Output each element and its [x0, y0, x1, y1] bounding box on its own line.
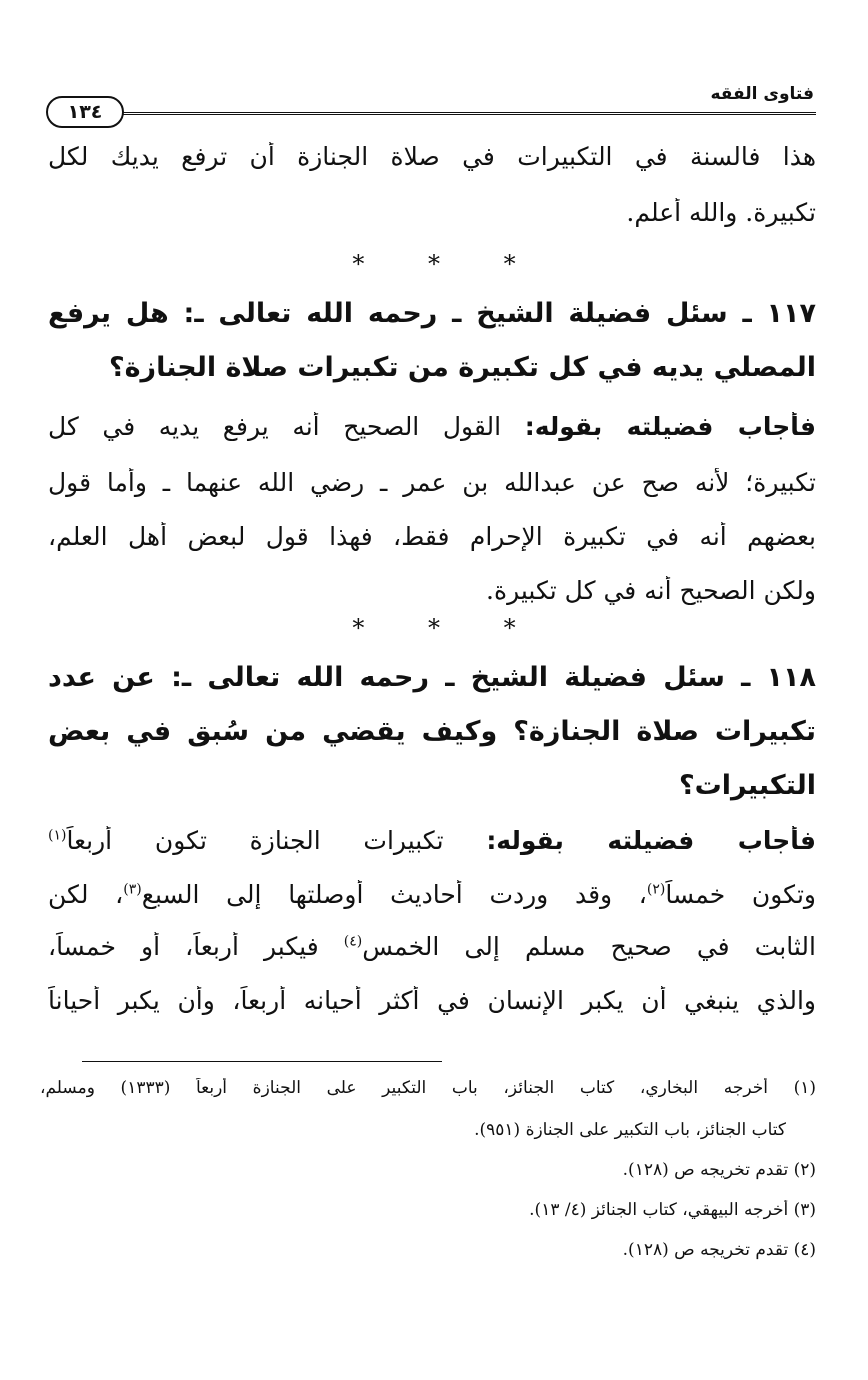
footnote-3: (٣) أخرجه البيهقي، كتاب الجنائز (٤/ ١٣). — [529, 1200, 816, 1220]
intro-line-1: هذا فالسنة في التكبيرات في صلاة الجنازة أن ترفع يديك لكل — [48, 142, 816, 171]
footnote-marker-2: (٢) — [646, 881, 666, 898]
q118-answer-line-3 — [48, 932, 816, 961]
q118-answer-line-2 — [48, 880, 816, 909]
separator-1: * * * — [352, 250, 544, 278]
q118-line2-b: ، وقد وردت أحاديث أوصلتها إلى السبع — [141, 880, 647, 909]
q117-answer-line-4: ولكن الصحيح أنه في كل تكبيرة. — [486, 576, 816, 605]
q118-question-line-3: التكبيرات؟ — [678, 770, 816, 801]
q117-answer-line-2: تكبيرة؛ لأنه صح عن عبدالله بن عمر ـ رضي الله عنهما ـ وأما قول — [48, 468, 816, 497]
q118-line2-c: ، لكن — [48, 880, 124, 909]
footnote-rule — [82, 1061, 442, 1062]
q118-answer-line-1 — [48, 826, 816, 855]
header-rule — [120, 112, 816, 115]
q118-answer-line-1-rest: تكبيرات الجنازة تكون أربعاً — [66, 826, 444, 855]
separator-2: * * * — [352, 614, 544, 642]
footnote-4: (٤) تقدم تخريجه ص (١٢٨). — [622, 1240, 816, 1260]
q118-line3-a: الثابت في صحيح مسلم إلى الخمس — [362, 932, 816, 961]
q117-answer-lead: فأجاب فضيلته بقوله: — [524, 412, 816, 441]
q117-answer-line-3: بعضهم أنه في تكبيرة الإحرام فقط، فهذا قول لبعض أهل العلم، — [48, 522, 816, 551]
q118-question-line-2: تكبيرات صلاة الجنازة؟ وكيف يقضي من سُبق في بعض — [48, 716, 816, 747]
q117-question-line-2: المصلي يديه في كل تكبيرة من تكبيرات صلاة الجنازة؟ — [108, 352, 816, 383]
q118-line2-a: وتكون خمساً — [665, 880, 816, 909]
footnote-1-line-1: (١) أخرجه البخاري، كتاب الجنائز، باب التكبير على الجنازة أربعاً (١٣٣٣) ومسلم، — [40, 1078, 816, 1098]
q117-answer-line-1 — [48, 412, 816, 441]
footnote-marker-1: (١) — [48, 827, 67, 844]
intro-line-2: تكبيرة. والله أعلم. — [626, 198, 816, 227]
footnote-1-line-2: كتاب الجنائز، باب التكبير على الجنازة (٩٥١). — [474, 1120, 786, 1140]
q117-question-line-1: ١١٧ ـ سئل فضيلة الشيخ ـ رحمه الله تعالى ـ: هل يرفع — [48, 298, 816, 329]
q118-answer-line-4: والذي ينبغي أن يكبر الإنسان في أكثر أحيانه أربعاً، وأن يكبر أحياناً — [48, 986, 816, 1015]
q118-line3-b: فيكبر أربعاً، أو خمساً، — [48, 932, 319, 961]
footnote-marker-3: (٣) — [123, 881, 142, 898]
footnote-marker-4: (٤) — [343, 933, 363, 950]
q118-question-line-1: ١١٨ ـ سئل فضيلة الشيخ ـ رحمه الله تعالى ـ: عن عدد — [48, 662, 816, 693]
q118-answer-lead: فأجاب فضيلته بقوله: — [486, 826, 816, 855]
page-number: ١٣٤ — [46, 96, 124, 128]
q117-answer-line-1-rest: القول الصحيح أنه يرفع يديه في كل — [48, 412, 502, 441]
running-title: فتاوى الفقه — [710, 84, 814, 104]
footnote-2: (٢) تقدم تخريجه ص (١٢٨). — [622, 1160, 816, 1180]
